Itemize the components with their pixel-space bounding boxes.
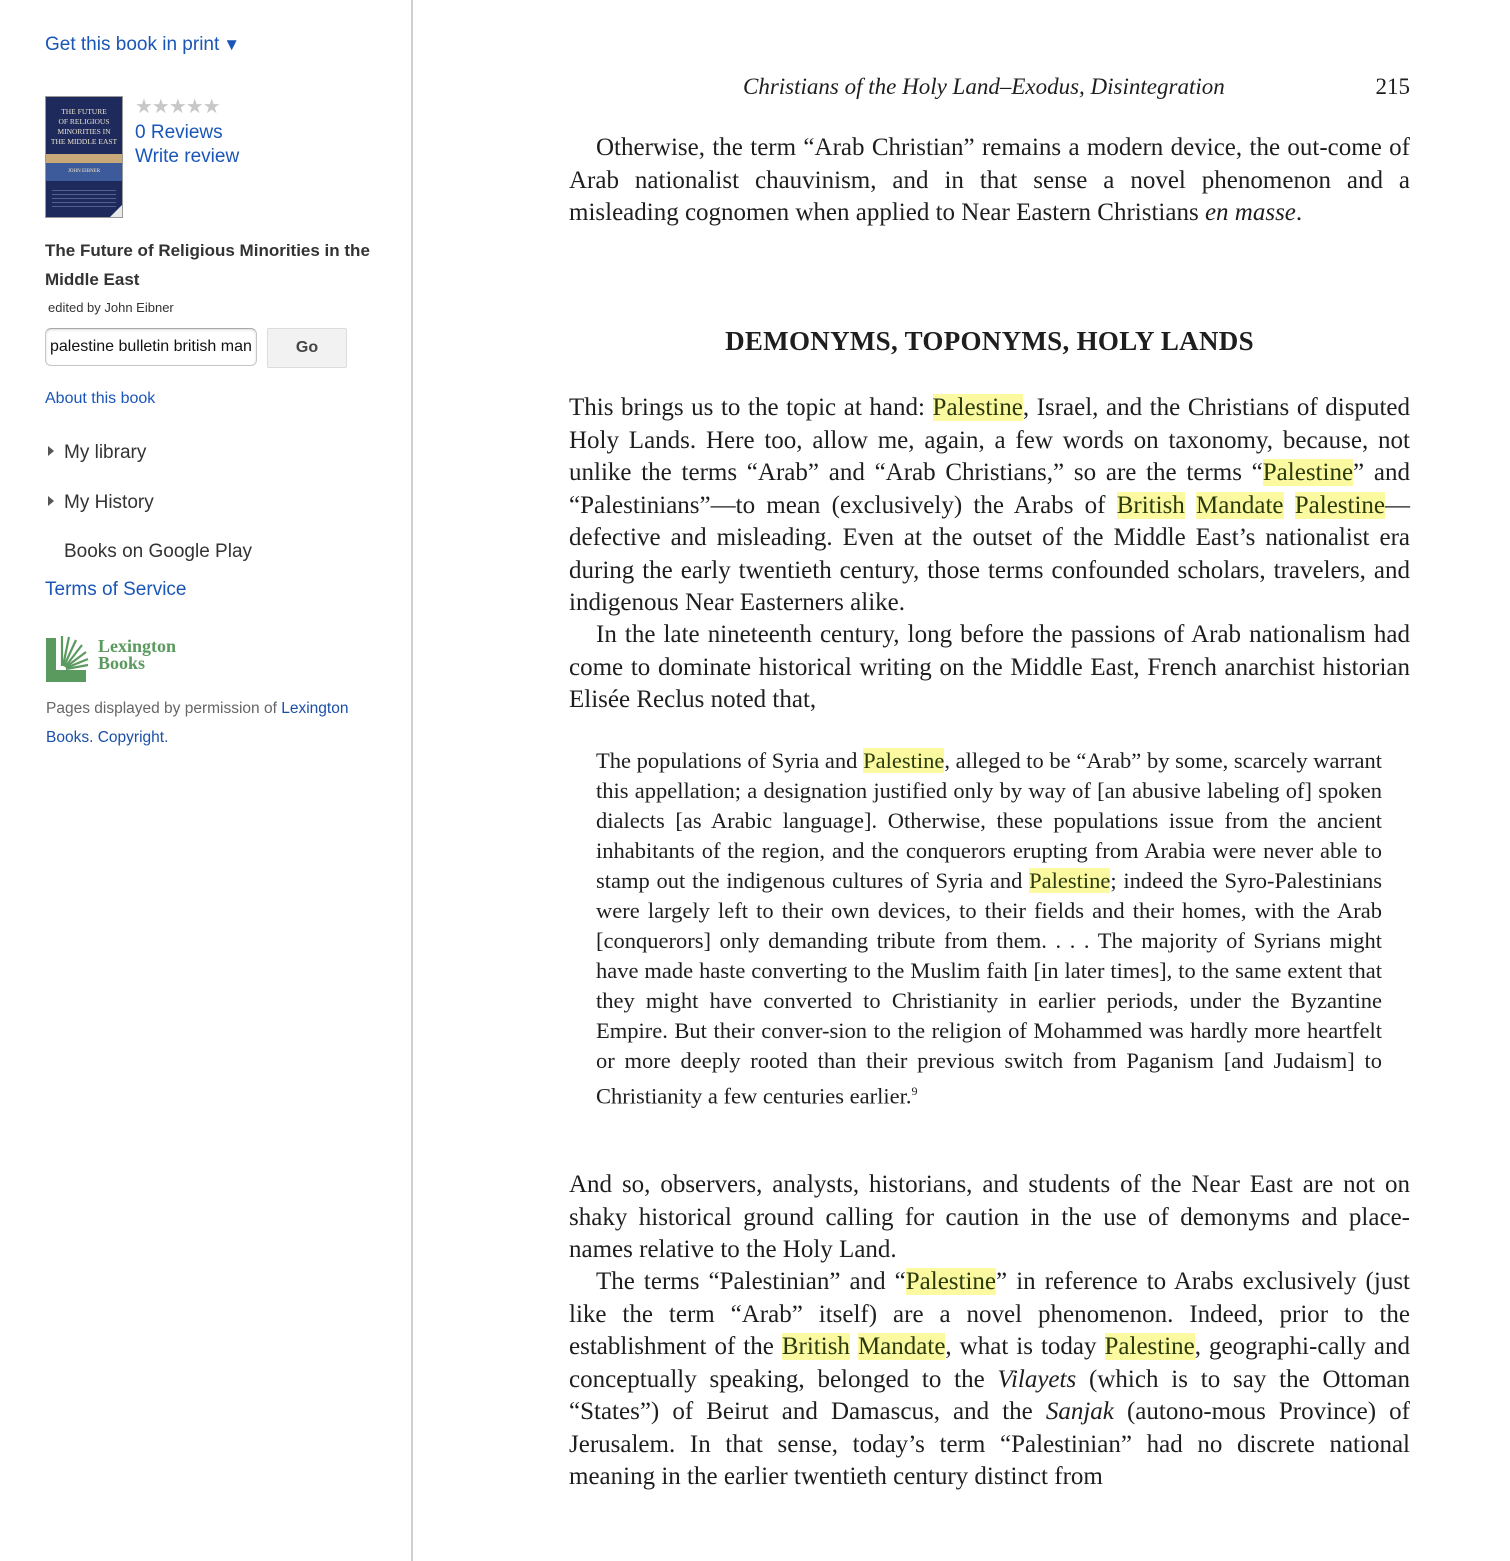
search-highlight: British (1116, 491, 1185, 519)
terms-of-service-link[interactable]: Terms of Service (45, 579, 187, 600)
search-in-book-input[interactable] (45, 328, 257, 366)
get-book-in-print-link[interactable] (45, 34, 240, 56)
cover-contributors (52, 187, 116, 209)
write-review-link[interactable]: Write review (135, 146, 240, 167)
nav-label: Books on Google Play (64, 541, 253, 562)
paragraph: In the late nineteenth century, long before the passions of Arab nationalism had come to dominate historical writing on the Middle East, French anarchist historian Elisée Reclus noted that, (569, 621, 1410, 713)
nav-my-library[interactable] (48, 442, 146, 464)
cover-editor: JOHN EIBNER (67, 169, 101, 174)
nav-my-history[interactable] (48, 492, 154, 514)
reviews-link[interactable]: 0 Reviews (135, 122, 223, 143)
search-highlight: Palestine (1029, 868, 1111, 893)
running-header (569, 74, 1410, 104)
book-editor: edited by John Eibner (48, 300, 174, 315)
running-head-title: Christians of the Holy Land–Exodus, Disintegration (743, 74, 1225, 99)
search-highlight: Palestine (863, 748, 945, 773)
search-highlight: British (781, 1333, 850, 1360)
nav-label: My History (64, 492, 154, 513)
cover-title: THE FUTURE OF RELIGIOUS MINORITIES IN THE MIDDLE EAST (50, 107, 118, 146)
paragraph: This brings us to the topic at hand: Palestine, Israel, and the Christians of disputed Holy Lands. Here too, allow me, again, a few words on taxonomy, because, not unlike the terms “Arab” and “Arab Christians,” so are the terms “Palestine” and “Palestinians”—to mean (exclusively) the Arabs of British Mandate Palestine—defective and misleading. Even at the outset of the Middle East’s nationalist era during the early twentieth century, those terms confounded scholars, travelers, and indigenous Near Easterners alike. (569, 394, 1411, 616)
paragraph: Otherwise, the term “Arab Christian” remains a modern device, the out-come of Arab nationalist chauvinism, and in that sense a novel phenomenon and a misleading cognomen when applied to Near Eastern Christians en masse. (569, 134, 1410, 226)
dropdown-triangle-icon: ▼ (223, 35, 241, 54)
expand-arrow-icon (48, 496, 54, 506)
paragraph: And so, observers, analysts, historians, and students of the Near East are not on shaky historical ground calling for caution in the use of demonyms and place-names relative to the Holy Land. (569, 1171, 1410, 1263)
search-highlight: Palestine (905, 1268, 997, 1295)
section-heading: DEMONYMS, TOPONYMS, HOLY LANDS (725, 326, 1254, 356)
footnote-marker: 9 (911, 1084, 918, 1098)
nav-books-on-google-play[interactable] (48, 541, 252, 563)
lexington-logo-icon (46, 632, 92, 682)
block-quote: The populations of Syria and Palestine, alleged to be “Arab” by some, scarcely warrant this appellation; a designation justified only by way of [an abusive labeling of] spoken dialects [as Arabic language]. Otherwise, these populations issue from the ancient inhabitants of the region, and the conquerors erupting from Arabia were never able to stamp out the indigenous cultures of Syria and Palestine; indeed the Syro-Palestinians were largely left to their own devices, to their fields and their homes, with the Arab [conquerors] only demanding tribute from them. . . . The majority of Syrians might have made haste converting to the Muslim faith [in later times], to the same extent that they might have converted to Christianity in earlier periods, under the Byzantine Empire. But their conver-sion to the religion of Mohammed was hardly more heartfelt or more deeply rooted than their previous switch from Paganism [and Judaism] to Christianity a few centuries earlier.$^9$ (596, 748, 1382, 1109)
get-print-label: Get this book in print (45, 34, 220, 55)
search-highlight: Mandate (857, 1333, 946, 1360)
about-this-book-link[interactable]: About this book (45, 390, 156, 407)
search-highlight: Palestine (1262, 459, 1354, 486)
paragraph: The terms “Palestinian” and “Palestine” in reference to Arabs exclusively (just like the term “Arab” itself) are a novel phenomenon. Indeed, prior to the establishment of the British Mandate, what is today Palestine, geographi-cally and conceptually speaking, belonged to the Vilayets (which is to say the Ottoman “States”) of Beirut and Damascus, and the Sanjak (autono-mous Province) of Jerusalem. In that sense, today’s term “Palestinian” had no discrete national meaning in the earlier twentieth century distinct from (569, 1268, 1411, 1490)
page-number: 215 (1375, 74, 1410, 99)
permission-notice: Pages displayed by permission of Lexington Books. Copyright. (46, 700, 349, 746)
expand-arrow-icon (48, 446, 54, 456)
sidebar (0, 0, 413, 1561)
cover-ornament-band (46, 154, 122, 163)
search-highlight: Mandate (1196, 491, 1284, 519)
page-curl-icon (110, 205, 122, 217)
search-highlight: Palestine (1104, 1333, 1195, 1360)
nav-label: My library (64, 442, 147, 463)
book-cover-thumbnail[interactable] (45, 96, 123, 218)
publisher-logo-text: Lexington Books (98, 636, 177, 673)
copyright-link[interactable]: Copyright (97, 729, 165, 746)
search-highlight: Palestine (932, 394, 1023, 421)
publisher-link[interactable]: Lexington Books (46, 700, 349, 746)
search-highlight: Palestine (1294, 491, 1386, 519)
go-button[interactable]: Go (267, 328, 347, 368)
rating-stars[interactable]: ★★★★★ (135, 96, 220, 118)
publisher-logo[interactable] (46, 632, 196, 684)
book-title: The Future of Religious Minorities in the Middle East (45, 241, 370, 289)
